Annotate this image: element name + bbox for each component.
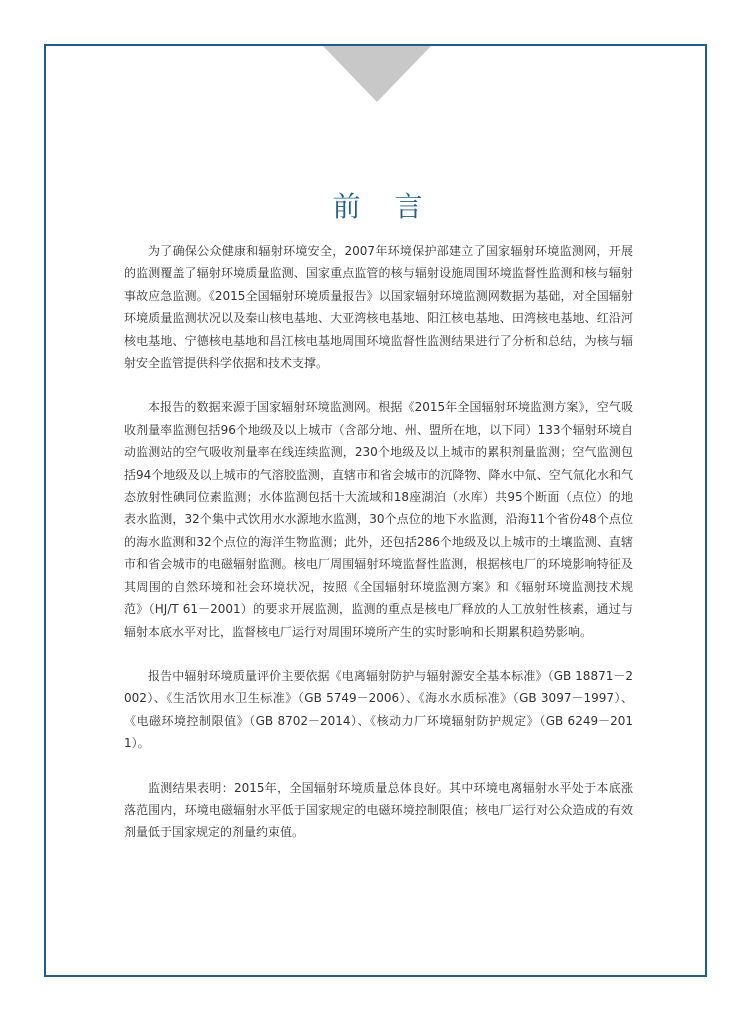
- paragraph-standards: 报告中辐射环境质量评价主要依据《电离辐射防护与辐射源安全基本标准》（GB 18871－2002）、《生活饮用水卫生标准》（GB 5749－2006）、《海水水质标准》（GB 3097－1997）、《电磁环境控制限值》（GB 8702－2014）、《核动力厂环境辐射防护规定》（GB 6249－2011）。: [124, 668, 633, 751]
- page-title: 前言: [332, 189, 457, 223]
- preface-body: [124, 240, 633, 866]
- header-triangle-decoration: [323, 46, 431, 102]
- paragraph-data-sources: 本报告的数据来源于国家辐射环境监测网。根据《2015年全国辐射环境监测方案》，空气吸收剂量率监测包括96个地级及以上城市（含部分地、州、盟所在地，以下同）133个辐射环境自动监测站的空气吸收剂量率在线连续监测，230个地级及以上城市的累积剂量监测；空气监测包括94个地级及以上城市的气溶胶监测，直辖市和省会城市的沉降物、降水中氚、空气氚化水和气态放射性碘同位素监测；水体监测包括十大流域和18座湖泊（水库）共95个断面（点位）的地表水监测，32个集中式饮用水水源地水监测，30个点位的地下水监测，沿海11个省份48个点位的海水监测和32个点位的海洋生物监测；此外，还包括286个地级及以上城市的土壤监测、直辖市和省会城市的电磁辐射监测。核电厂周围辐射环境监督性监测，根据核电厂的环境影响特征及其周围的自然环境和社会环境状况，按照《全国辐射环境监测方案》和《辐射环境监测技术规范》（HJ/T 61－2001）的要求开展监测，监测的重点是核电厂释放的人工放射性核素，通过与辐射本底水平对比，监督核电厂运行对周围环境所产生的实时影响和长期累积趋势影响。: [124, 400, 633, 639]
- paragraph-intro: 为了确保公众健康和辐射环境安全，2007年环境保护部建立了国家辐射环境监测网，开展的监测覆盖了辐射环境质量监测、国家重点监管的核与辐射设施周围环境监督性监测和核与辐射事故应急监测。《2015全国辐射环境质量报告》以国家辐射环境监测网数据为基础，对全国辐射环境质量监测状况以及秦山核电基地、大亚湾核电基地、阳江核电基地、田湾核电基地、红沿河核电基地、宁德核电基地和昌江核电基地周围环境监督性监测结果进行了分析和总结，为核与辐射安全监管提供科学依据和技术支撑。: [124, 244, 633, 371]
- paragraph-results: 监测结果表明：2015年，全国辐射环境质量总体良好。其中环境电离辐射水平处于本底涨落范围内，环境电磁辐射水平低于国家规定的电磁环境控制限值；核电厂运行对公众造成的有效剂量低于国家规定的剂量约束值。: [124, 780, 633, 840]
